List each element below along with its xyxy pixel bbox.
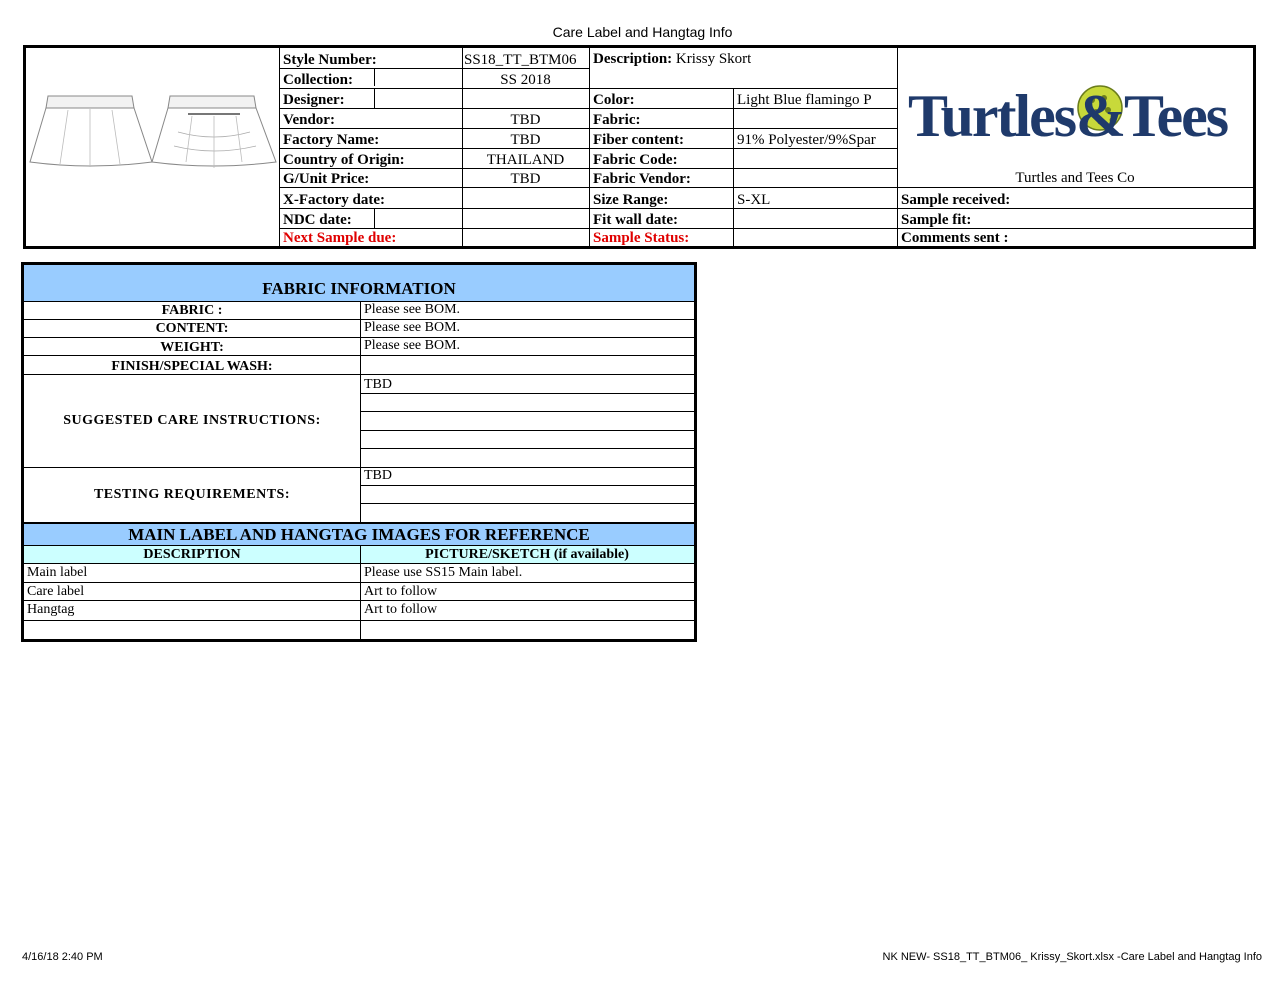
sample-fit-label: Sample fit:	[901, 212, 972, 228]
comments-sent-label: Comments sent :	[901, 230, 1009, 246]
color-value: Light Blue flamingo P	[737, 92, 872, 108]
testing-requirements-label: TESTING REQUIREMENTS:	[93, 487, 291, 502]
description-field	[593, 50, 751, 68]
care-instructions-value: TBD	[364, 377, 392, 392]
collection-value: SS 2018	[500, 72, 551, 88]
weight-row-label: WEIGHT:	[160, 340, 224, 355]
color-label: Color:	[593, 92, 635, 108]
sample-status-label: Sample Status:	[593, 230, 690, 246]
description-value: Krissy Skort	[675, 51, 752, 67]
fabric-label: Fabric:	[593, 112, 641, 128]
description-label: Description:	[593, 51, 673, 67]
fiber-content-value: 91% Polyester/9%Spar	[737, 132, 876, 148]
size-range-label: Size Range:	[593, 192, 669, 208]
footer-datetime: 4/16/18 2:40 PM	[22, 951, 103, 963]
labels-section-title: MAIN LABEL AND HANGTAG IMAGES FOR REFERENCE	[128, 525, 590, 544]
designer-label: Designer:	[283, 92, 345, 108]
hangtag-description: Hangtag	[27, 602, 75, 617]
next-sample-due-label: Next Sample due:	[283, 230, 397, 246]
skort-sketch-image	[28, 88, 278, 178]
picture-column-header: PICTURE/SKETCH (if available)	[425, 547, 629, 562]
testing-requirements-value: TBD	[364, 468, 392, 483]
company-name: Turtles and Tees Co	[1015, 170, 1135, 186]
care-label-picture: Art to follow	[364, 584, 438, 599]
finish-wash-row-label: FINISH/SPECIAL WASH:	[111, 359, 273, 374]
factory-name-value: TBD	[510, 132, 541, 148]
country-of-origin-value: THAILAND	[486, 152, 565, 168]
hangtag-picture: Art to follow	[364, 602, 438, 617]
sample-received-label: Sample received:	[901, 192, 1011, 208]
page-title: Care Label and Hangtag Info	[552, 24, 733, 40]
vendor-value: TBD	[510, 112, 541, 128]
style-number-label: Style Number:	[283, 52, 377, 68]
collection-label: Collection:	[283, 72, 353, 88]
fabric-code-label: Fabric Code:	[593, 152, 678, 168]
factory-name-label: Factory Name:	[283, 132, 380, 148]
unit-price-label: G/Unit Price:	[283, 171, 370, 187]
size-range-value: S-XL	[737, 192, 771, 208]
main-label-description: Main label	[27, 565, 88, 580]
footer-filename: NK NEW- SS18_TT_BTM06_ Krissy_Skort.xlsx -Care Label and Hangtag Info	[882, 951, 1262, 963]
care-instructions-label: SUGGESTED CARE INSTRUCTIONS:	[63, 413, 321, 428]
fabric-row-value: Please see BOM.	[364, 302, 461, 317]
fiber-content-label: Fiber content:	[593, 132, 684, 148]
weight-row-value: Please see BOM.	[364, 338, 461, 353]
vendor-label: Vendor:	[283, 112, 335, 128]
care-label-description: Care label	[27, 584, 85, 599]
fit-wall-date-label: Fit wall date:	[593, 212, 678, 228]
fabric-row-label: FABRIC :	[161, 303, 223, 318]
style-number-value: SS18_TT_BTM06	[464, 52, 577, 68]
x-factory-date-label: X-Factory date:	[283, 192, 386, 208]
country-of-origin-label: Country of Origin:	[283, 152, 405, 168]
ndc-date-label: NDC date:	[283, 212, 352, 228]
fabric-information-table	[21, 262, 697, 642]
description-column-header: DESCRIPTION	[143, 547, 241, 562]
style-header-table	[23, 45, 1256, 249]
fabric-information-title: FABRIC INFORMATION	[262, 279, 456, 298]
svg-text:&Tees: &Tees	[1076, 83, 1228, 149]
main-label-picture: Please use SS15 Main label.	[364, 565, 523, 580]
unit-price-value: TBD	[510, 171, 541, 187]
svg-text:Turtles: Turtles	[908, 83, 1076, 149]
content-row-value: Please see BOM.	[364, 320, 461, 335]
content-row-label: CONTENT:	[155, 321, 229, 336]
fabric-vendor-label: Fabric Vendor:	[593, 171, 691, 187]
turtles-and-tees-logo	[906, 70, 1241, 150]
